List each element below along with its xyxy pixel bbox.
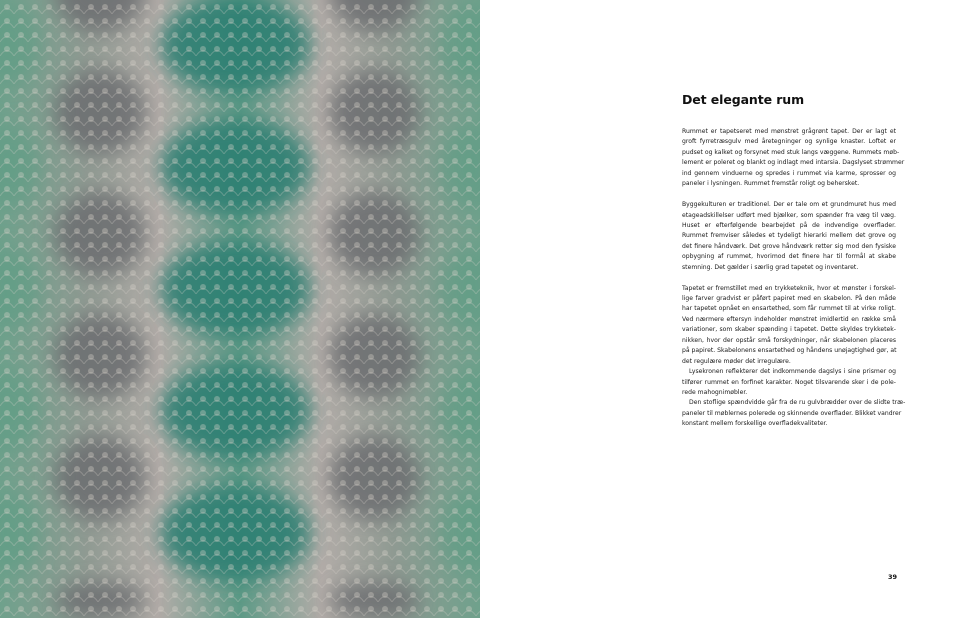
text-line: paneler i lysningen. Rummet fremstår roligt og behersket. [682,180,860,188]
page-number: 39 [888,573,898,581]
text-line: etageadskillelser udført med bjælker, som spænder fra væg til væg. [682,211,896,219]
text-line: nikken, hvor der opstår små forskydninger, når skabelonen placeres [682,336,896,344]
text-line: det finere håndværk. Det grove håndværk retter sig mod den fysiske [682,242,896,250]
text-line: Tapetet er fremstillet med en trykketeknik, hvor et mønster i forskel- [682,284,896,292]
text-line: Byggekulturen er traditionel. Der er tale om et grundmuret hus med [682,201,896,209]
page-title: Det elegante rum [682,92,804,107]
text-line: Rummet fremviser således et tydeligt hierarki mellem det grove og [682,232,896,240]
text-line: lement er poleret og blankt og indlagt med intarsia. Dagslyset strømmer [682,159,905,167]
text-line: paneler til møblernes polerede og skinnende overflader. Blikket vandrer [682,409,902,417]
body-text [682,127,906,430]
text-page [480,0,960,618]
text-line: konstant mellem forskellige overfladekvaliteter. [682,420,828,428]
text-line: på papiret. Skabelonens ensartethed og håndens unøjagtighed gør, at [682,347,897,355]
text-line: Huset er efterfølgende bearbejdet på de indvendige overflader. [682,221,896,229]
text-line: lige farver gradvist er påført papiret med en skabelon. På den måde [682,295,896,302]
text-line: har tapetet opnået en ensartethed, som får rummet til at virke roligt. [682,305,896,313]
text-line: Lysekronen reflekterer det indkommende dagslys i sine prismer og [689,368,896,376]
paragraph [682,200,896,273]
paragraph [682,127,905,190]
text-line: det regulære møder det irregulære. [682,357,791,365]
paragraph [682,284,896,368]
paragraph [682,398,906,429]
text-line: Den stoflige spændvidde går fra de ru gulvbrædder over de slidte træ- [689,399,906,407]
text-line: ind gennem vinduerne og spredes i rummet via karme, sprosser og [682,169,896,177]
paragraph [682,367,896,398]
text-line: tilfører rummet en forfinet karakter. Noget tilsvarende sker i de pole- [682,378,896,386]
text-line: rede mahognimøbler. [682,388,748,396]
text-line: variationer, som skaber spænding i tapetet. Dette skyldes trykketek- [682,326,896,334]
text-line: opbygning af rummet, hvorimod det finere har til formål at skabe [682,253,896,261]
text-line: Rummet er tapetseret med mønstret grågrønt tapet. Der er lagt et [682,128,896,135]
text-line: groft fyrretræsgulv med åretegninger og synlige knaster. Loftet er [682,138,896,146]
text-line: pudset og kalket og forsynet med stuk langs væggene. Rummets møb- [682,148,900,156]
text-line: Ved nærmere eftersyn indeholder mønstret imidlertid en række små [682,315,896,323]
text-line: stemning. Det gælder i særlig grad tapetet og inventaret. [682,263,859,271]
